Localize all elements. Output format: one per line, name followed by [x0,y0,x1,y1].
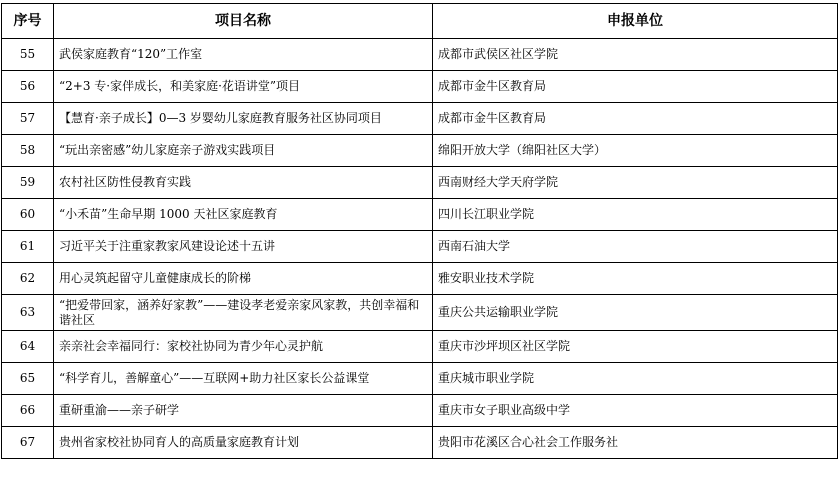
serial-number-cell: 63 [2,295,54,331]
serial-number-cell: 59 [2,167,54,199]
table-header [2,4,838,39]
project-table [1,3,838,459]
serial-number-cell: 58 [2,135,54,167]
table-row [2,167,838,199]
table-row [2,263,838,295]
applicant-unit-cell: 成都市武侯区社区学院 [433,39,838,71]
header-row [2,4,838,39]
header-serial-number: 序号 [2,4,54,39]
table-row [2,103,838,135]
project-name-cell: 习近平关于注重家教家风建设论述十五讲 [54,231,433,263]
table-row [2,135,838,167]
project-name-cell: “把爱带回家，涵养好家教”——建设孝老爱亲家风家教，共创幸福和谐社区 [54,295,433,331]
table-body [2,39,838,459]
project-name-cell: “玩出亲密感”幼儿家庭亲子游戏实践项目 [54,135,433,167]
serial-number-cell: 64 [2,331,54,363]
serial-number-cell: 65 [2,363,54,395]
header-project-name: 项目名称 [54,4,433,39]
table-row [2,331,838,363]
table-row [2,395,838,427]
serial-number-cell: 66 [2,395,54,427]
applicant-unit-cell: 西南石油大学 [433,231,838,263]
table-row [2,427,838,459]
serial-number-cell: 61 [2,231,54,263]
applicant-unit-cell: 四川长江职业学院 [433,199,838,231]
project-name-cell: 重研重渝——亲子研学 [54,395,433,427]
serial-number-cell: 62 [2,263,54,295]
serial-number-cell: 60 [2,199,54,231]
project-name-cell: 武侯家庭教育“120”工作室 [54,39,433,71]
applicant-unit-cell: 重庆市女子职业高级中学 [433,395,838,427]
applicant-unit-cell: 成都市金牛区教育局 [433,103,838,135]
project-name-cell: “2+3 专·家伴成长，和美家庭·花语讲堂”项目 [54,71,433,103]
serial-number-cell: 57 [2,103,54,135]
applicant-unit-cell: 重庆市沙坪坝区社区学院 [433,331,838,363]
applicant-unit-cell: 西南财经大学天府学院 [433,167,838,199]
applicant-unit-cell: 雅安职业技术学院 [433,263,838,295]
table-row [2,199,838,231]
serial-number-cell: 56 [2,71,54,103]
project-name-cell: 用心灵筑起留守儿童健康成长的阶梯 [54,263,433,295]
table-row [2,231,838,263]
project-name-cell: 贵州省家校社协同育人的高质量家庭教育计划 [54,427,433,459]
project-name-cell: “小禾苗”生命早期 1000 天社区家庭教育 [54,199,433,231]
applicant-unit-cell: 贵阳市花溪区合心社会工作服务社 [433,427,838,459]
project-name-cell: 农村社区防性侵教育实践 [54,167,433,199]
table-row [2,363,838,395]
table-row [2,39,838,71]
serial-number-cell: 67 [2,427,54,459]
applicant-unit-cell: 绵阳开放大学（绵阳社区大学） [433,135,838,167]
project-name-cell: “科学育儿，善解童心”——互联网+助力社区家长公益课堂 [54,363,433,395]
project-name-cell: 亲亲社会幸福同行：家校社协同为青少年心灵护航 [54,331,433,363]
table-row [2,295,838,331]
applicant-unit-cell: 成都市金牛区教育局 [433,71,838,103]
project-name-cell: 【慧育·亲子成长】0—3 岁婴幼儿家庭教育服务社区协同项目 [54,103,433,135]
applicant-unit-cell: 重庆公共运输职业学院 [433,295,838,331]
header-applicant-unit: 申报单位 [433,4,838,39]
applicant-unit-cell: 重庆城市职业学院 [433,363,838,395]
table-row [2,71,838,103]
serial-number-cell: 55 [2,39,54,71]
